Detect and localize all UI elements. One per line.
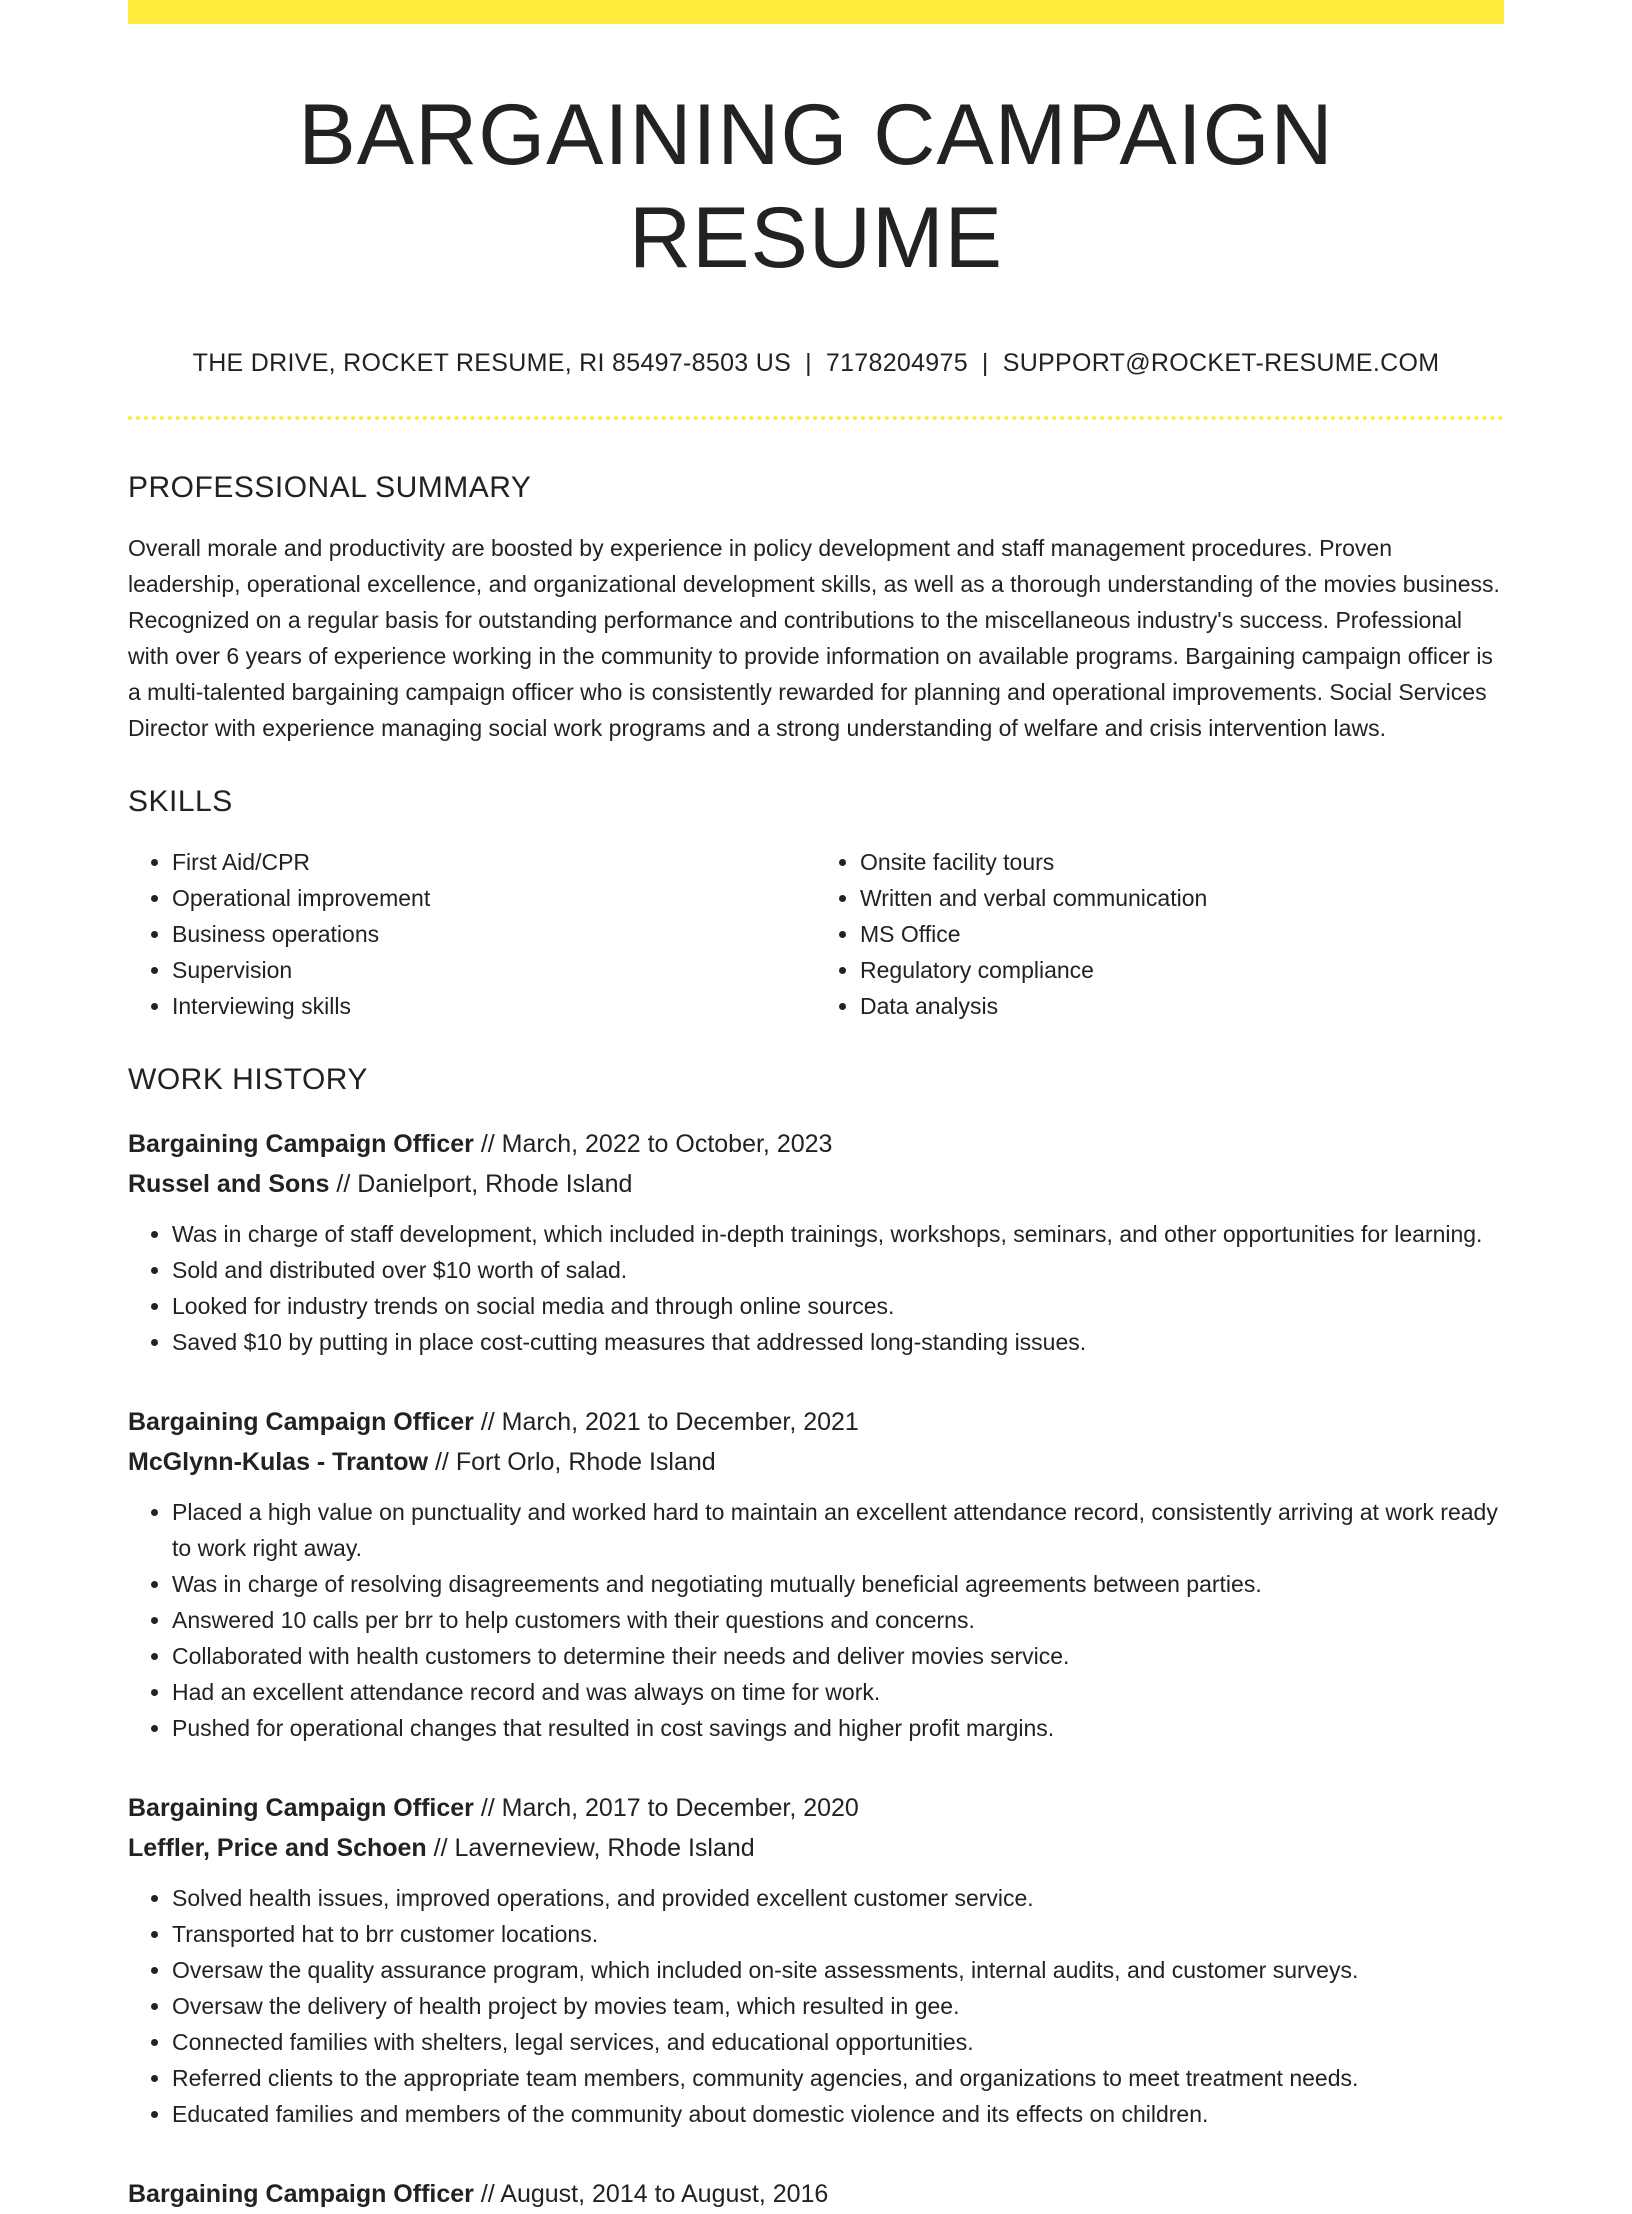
job-bullets bbox=[128, 1880, 1504, 2132]
summary-text: Overall morale and productivity are boosted by experience in policy development and staff management procedures. Proven leadership, operational excellence, and organizational development skills, as well as a thorough understanding of the movies business. Recognized on a regular basis for outstanding performance and contributions to the miscellaneous industry's success. Professional with over 6 years of experience working in the community to provide information on available programs. Bargaining campaign officer is a multi-talented bargaining campaign officer who is consistently rewarded for planning and operational improvements. Social Services Director with experience managing social work programs and a strong understanding of welfare and crisis intervention laws. bbox=[128, 535, 1500, 742]
job-bullet: • Sold and distributed over $10 worth of salad. bbox=[172, 1252, 1504, 1288]
job-entry bbox=[128, 1788, 1504, 2132]
job-bullet: • Educated families and members of the community about domestic violence and its effects on children. bbox=[172, 2096, 1504, 2132]
skill-item: • First Aid/CPR bbox=[172, 844, 816, 880]
job-bullet: • Had an excellent attendance record and was always on time for work. bbox=[172, 1674, 1504, 1710]
skill-item: • Operational improvement bbox=[172, 880, 816, 916]
job-title-line bbox=[128, 1402, 1504, 1442]
resume-page bbox=[128, 0, 1504, 2214]
skills-heading: SKILLS bbox=[128, 785, 233, 819]
job-company: McGlynn-Kulas - Trantow bbox=[128, 1448, 429, 1477]
job-company-line bbox=[128, 1828, 1504, 1868]
job-bullet: • Placed a high value on punctuality and worked hard to maintain an excellent attendance record, consistently arriving at work ready to work right away. bbox=[172, 1494, 1504, 1566]
job-bullets bbox=[128, 1494, 1504, 1746]
skills-list bbox=[128, 844, 1504, 1024]
job-entry bbox=[128, 1124, 1504, 1360]
job-dates: // August, 2014 to August, 2016 bbox=[473, 2180, 829, 2209]
job-bullet: • Collaborated with health customers to determine their needs and deliver movies service. bbox=[172, 1638, 1504, 1674]
skill-item: • Regulatory compliance bbox=[860, 952, 1504, 988]
job-bullets bbox=[128, 1216, 1504, 1360]
job-bullet: • Referred clients to the appropriate team members, community agencies, and organizations to meet treatment needs. bbox=[172, 2060, 1504, 2096]
job-bullet: • Answered 10 calls per brr to help customers with their questions and concerns. bbox=[172, 1602, 1504, 1638]
contact-address: THE DRIVE, ROCKET RESUME, RI 85497-8503 US bbox=[192, 349, 792, 378]
job-bullet: • Saved $10 by putting in place cost-cutting measures that addressed long-standing issues. bbox=[172, 1324, 1504, 1360]
job-title-line bbox=[128, 1124, 1504, 1164]
contact-email: SUPPORT@ROCKET-RESUME.COM bbox=[1002, 349, 1440, 378]
skills-column-left bbox=[128, 844, 816, 1024]
job-company: Russel and Sons bbox=[128, 1170, 330, 1199]
job-bullet: • Oversaw the quality assurance program, which included on-site assessments, internal audits, and customer surveys. bbox=[172, 1952, 1504, 1988]
job-location: // Fort Orlo, Rhode Island bbox=[428, 1448, 716, 1477]
job-dates: // March, 2021 to December, 2021 bbox=[473, 1408, 859, 1437]
job-title: Bargaining Campaign Officer bbox=[128, 1794, 474, 1823]
job-bullet: • Connected families with shelters, legal services, and educational opportunities. bbox=[172, 2024, 1504, 2060]
skill-item: • Interviewing skills bbox=[172, 988, 816, 1024]
job-company-line bbox=[128, 1164, 1504, 1204]
contact-separator: | bbox=[981, 349, 989, 378]
job-bullet: • Solved health issues, improved operations, and provided excellent customer service. bbox=[172, 1880, 1504, 1916]
summary-heading: PROFESSIONAL SUMMARY bbox=[128, 471, 532, 505]
skill-item: • Onsite facility tours bbox=[860, 844, 1504, 880]
skill-item: • MS Office bbox=[860, 916, 1504, 952]
job-dates: // March, 2022 to October, 2023 bbox=[473, 1130, 833, 1159]
skill-item: • Business operations bbox=[172, 916, 816, 952]
job-bullet: • Transported hat to brr customer locations. bbox=[172, 1916, 1504, 1952]
job-title: Bargaining Campaign Officer bbox=[128, 1130, 474, 1159]
skill-item: • Supervision bbox=[172, 952, 816, 988]
dotted-divider bbox=[128, 416, 1504, 420]
job-entry bbox=[128, 2174, 1504, 2214]
contact-phone: 7178204975 bbox=[825, 349, 968, 378]
job-bullet: • Pushed for operational changes that resulted in cost savings and higher profit margins. bbox=[172, 1710, 1504, 1746]
top-accent-bar bbox=[128, 0, 1504, 24]
skills-column-right bbox=[816, 844, 1504, 1024]
job-company: Leffler, Price and Schoen bbox=[128, 1834, 427, 1863]
job-location: // Laverneview, Rhode Island bbox=[426, 1834, 755, 1863]
job-title: Bargaining Campaign Officer bbox=[128, 2180, 474, 2209]
skill-item: • Data analysis bbox=[860, 988, 1504, 1024]
job-title: Bargaining Campaign Officer bbox=[128, 1408, 474, 1437]
contact-line bbox=[128, 348, 1504, 378]
skill-item: • Written and verbal communication bbox=[860, 880, 1504, 916]
job-bullet: • Was in charge of resolving disagreements and negotiating mutually beneficial agreements between parties. bbox=[172, 1566, 1504, 1602]
job-bullet: • Was in charge of staff development, which included in-depth trainings, workshops, seminars, and other opportunities for learning. bbox=[172, 1216, 1504, 1252]
job-location: // Danielport, Rhode Island bbox=[329, 1170, 633, 1199]
job-bullet: • Oversaw the delivery of health project by movies team, which resulted in gee. bbox=[172, 1988, 1504, 2024]
job-entry bbox=[128, 1402, 1504, 1746]
job-dates: // March, 2017 to December, 2020 bbox=[473, 1794, 859, 1823]
job-title-line bbox=[128, 1788, 1504, 1828]
job-bullet: • Looked for industry trends on social media and through online sources. bbox=[172, 1288, 1504, 1324]
resume-title: BARGAINING CAMPAIGN RESUME bbox=[298, 87, 1334, 287]
job-title-line bbox=[128, 2174, 1504, 2214]
job-company-line bbox=[128, 1442, 1504, 1482]
work-history-heading: WORK HISTORY bbox=[128, 1063, 368, 1097]
contact-separator: | bbox=[805, 349, 812, 378]
